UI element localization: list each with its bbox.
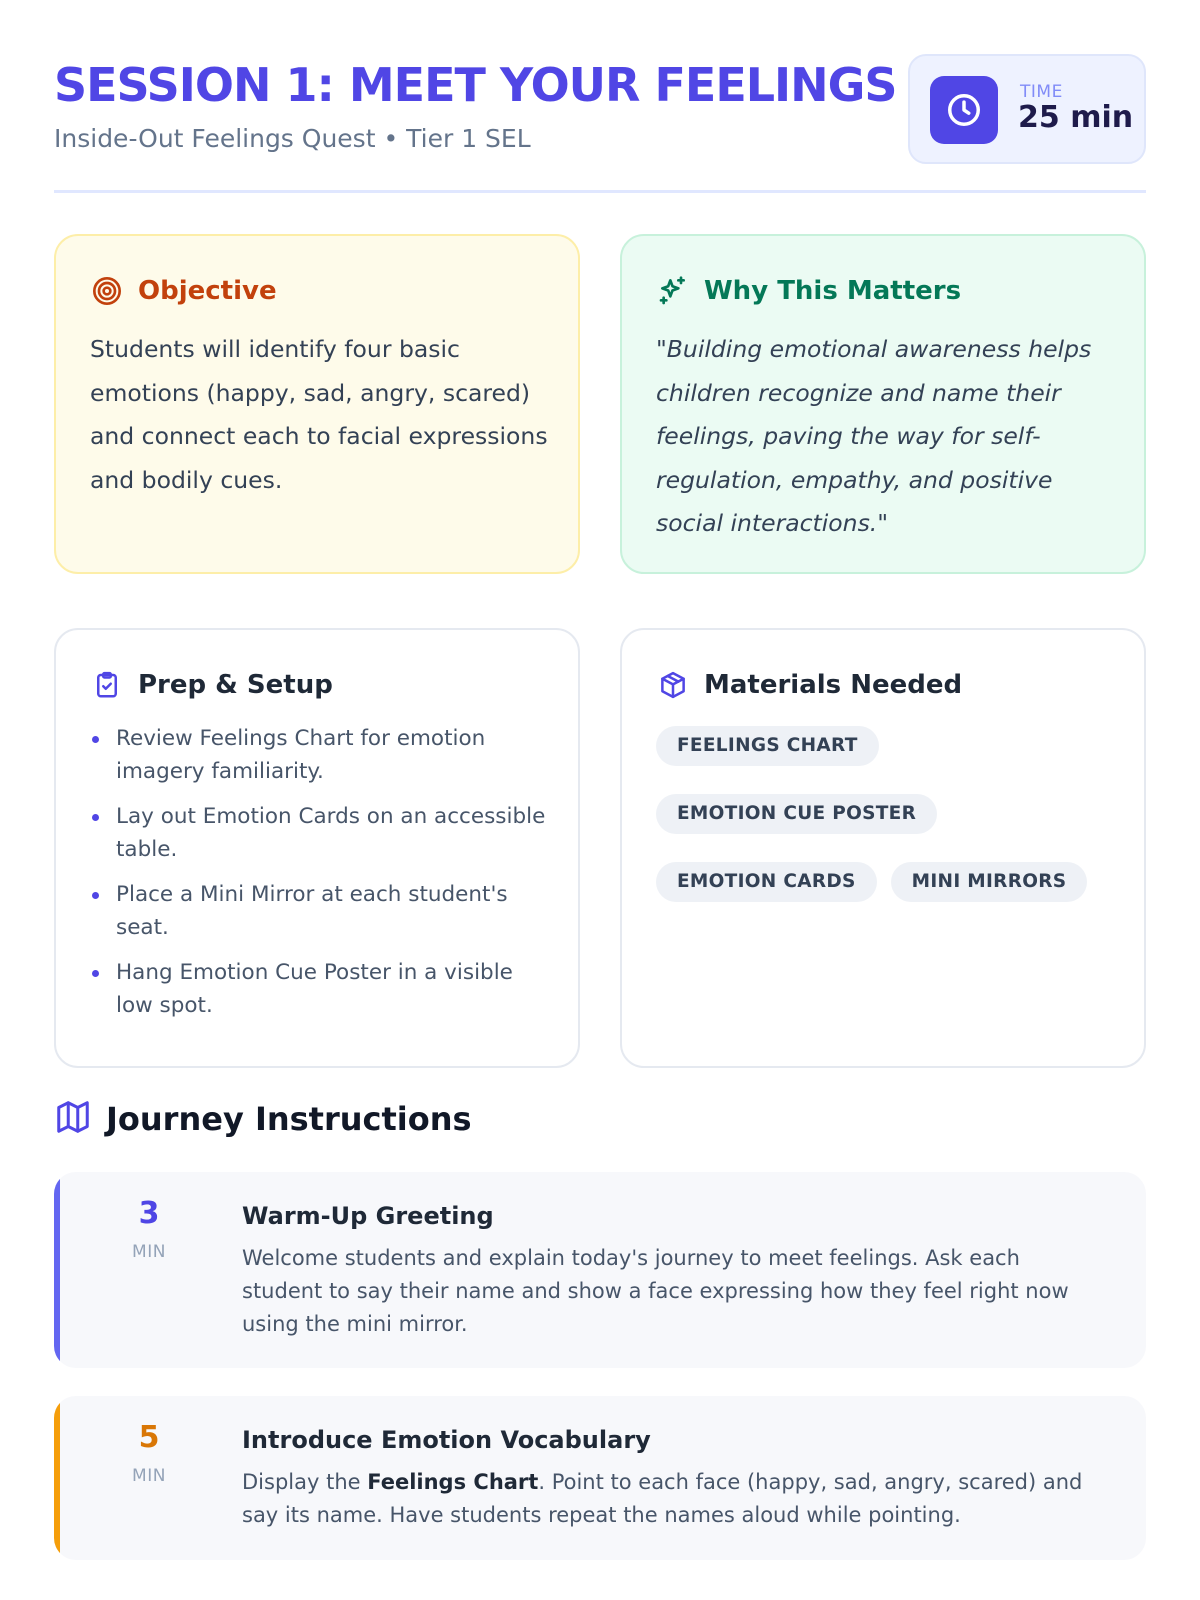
sparkles-icon [656, 274, 690, 308]
prep-item-text: Place a Mini Mirror at each student's seat. [116, 882, 508, 940]
step-desc-emphasis: Feelings Chart [367, 1470, 539, 1494]
header-divider [54, 190, 1146, 193]
why-quote: "Building emotional awareness helps children recognize and name their feelings, paving the way for self-regulation, empathy, and positive social interactions." [656, 335, 1092, 537]
bullet-dot [92, 970, 99, 977]
step-unit: MIN [132, 1466, 166, 1486]
materials-heading: Materials Needed [704, 670, 963, 700]
step-accent-bar [54, 1172, 60, 1368]
material-tag: FEELINGS CHART [656, 726, 879, 766]
prep-item-text: Review Feelings Chart for emotion imagery familiarity. [116, 726, 486, 784]
package-icon [656, 668, 690, 702]
time-value: 25 min [1018, 100, 1134, 135]
journey-step [54, 1172, 1146, 1368]
journey-header [54, 1098, 472, 1140]
step-description: Welcome students and explain today's journey to meet feelings. Ask each student to say their name and show a face expressing how they feel right now using the mini mirror. [242, 1246, 1069, 1336]
materials-card [620, 628, 1146, 1068]
material-tag: MINI MIRRORS [891, 862, 1088, 902]
page-subtitle: Inside-Out Feelings Quest • Tier 1 SEL [54, 124, 531, 153]
step-accent-bar [54, 1396, 60, 1560]
why-heading: Why This Matters [704, 276, 962, 306]
clock-icon [930, 76, 998, 144]
bullet-dot [92, 736, 99, 743]
time-label: TIME [1020, 82, 1063, 102]
materials-header [656, 668, 962, 702]
prep-header [90, 668, 333, 702]
prep-item-text: Lay out Emotion Cards on an accessible table. [116, 804, 546, 862]
step-unit: MIN [132, 1242, 166, 1262]
objective-card [54, 234, 580, 574]
why-header [656, 274, 961, 308]
list-item [90, 722, 550, 788]
step-minutes: 5 [138, 1420, 160, 1455]
list-item [90, 956, 550, 1022]
step-title: Warm-Up Greeting [242, 1202, 494, 1230]
prep-card [54, 628, 580, 1068]
bullet-dot [92, 892, 99, 899]
step-desc-part: . Point to each face (happy, sad, angry, scared) and say its name. Have students repeat the names aloud while pointing. [242, 1470, 1083, 1527]
list-item [90, 878, 550, 944]
page-title: SESSION 1: MEET YOUR FEELINGS [54, 58, 897, 112]
prep-list [90, 722, 550, 1034]
why-card [620, 234, 1146, 574]
bullet-dot [92, 814, 99, 821]
step-minutes: 3 [138, 1196, 160, 1231]
journey-heading: Journey Instructions [106, 1100, 472, 1138]
material-tag: EMOTION CUE POSTER [656, 794, 937, 834]
objective-heading: Objective [138, 276, 277, 306]
target-icon [90, 274, 124, 308]
map-icon [54, 1098, 92, 1140]
step-desc-part: Display the [242, 1470, 368, 1494]
journey-step [54, 1396, 1146, 1560]
step-title: Introduce Emotion Vocabulary [242, 1426, 651, 1454]
time-badge [908, 54, 1146, 164]
prep-heading: Prep & Setup [138, 670, 333, 700]
prep-item-text: Hang Emotion Cue Poster in a visible low spot. [116, 960, 513, 1018]
clipboard-check-icon [90, 668, 124, 702]
objective-text: Students will identify four basic emotions (happy, sad, angry, scared) and connect each to facial expressions and bodily cues. [90, 335, 548, 494]
step-description [242, 1466, 1102, 1532]
material-tag: EMOTION CARDS [656, 862, 877, 902]
list-item [90, 800, 550, 866]
materials-tags [656, 726, 1126, 902]
page-header [54, 52, 1146, 164]
objective-header [90, 274, 277, 308]
